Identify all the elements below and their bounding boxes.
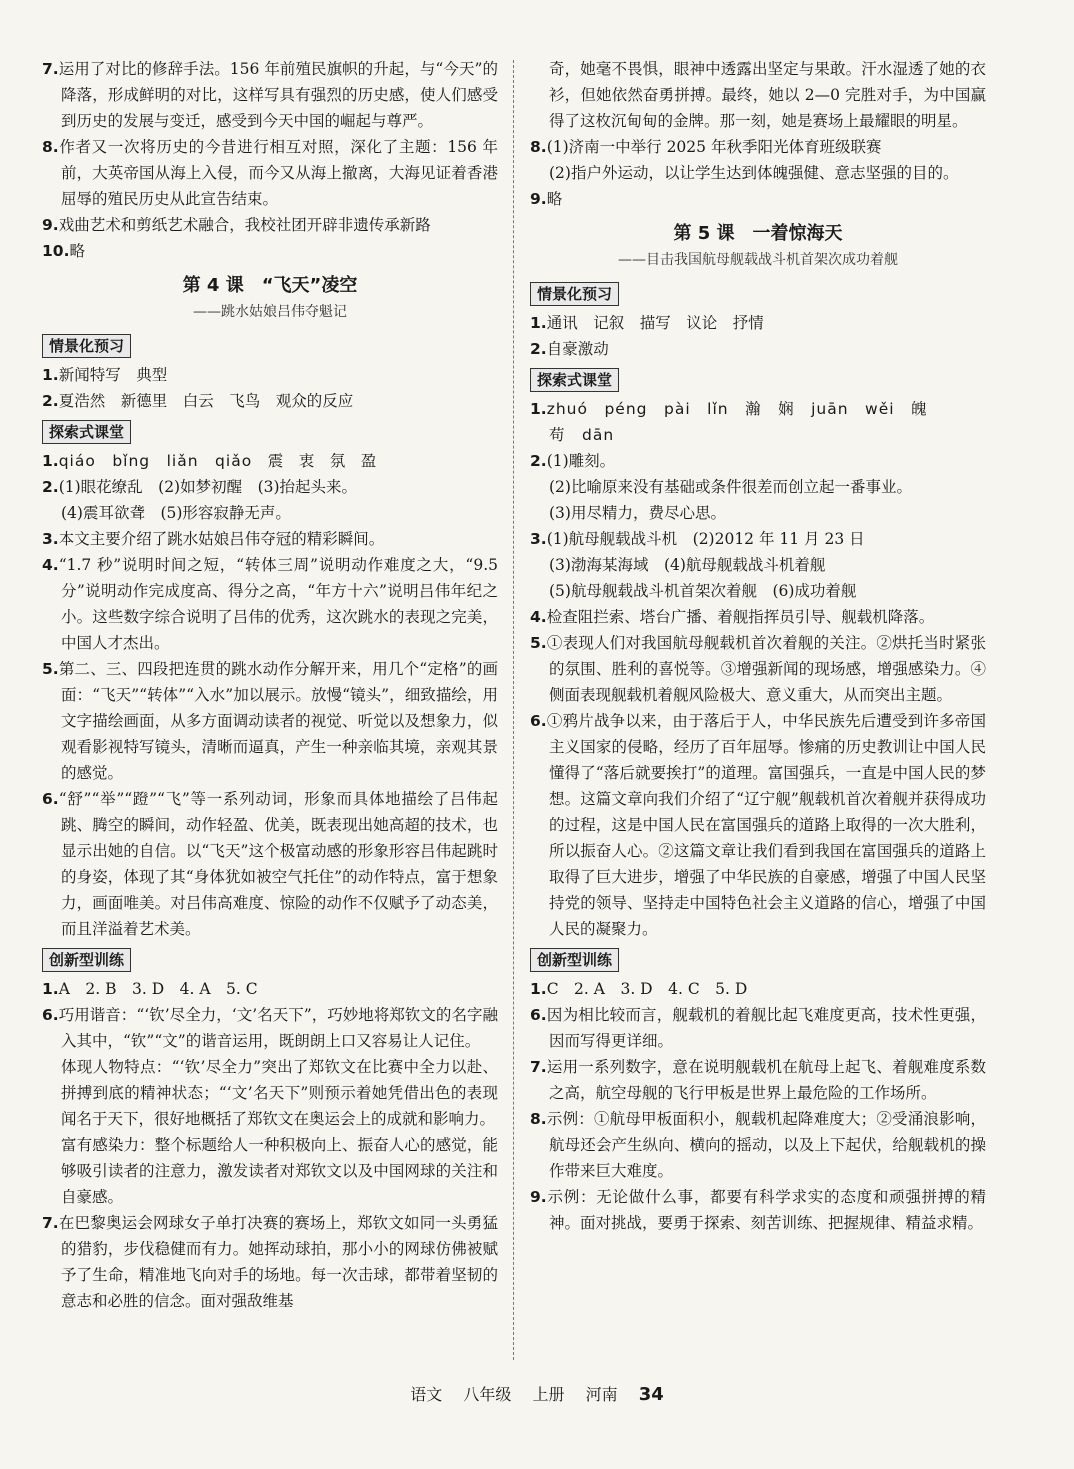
- lesson-4-subtitle: ——跳水姑娘吕伟夺魁记: [193, 304, 347, 320]
- answer-item: 1.通讯 记叙 描写 议论 抒情: [530, 314, 764, 332]
- lesson-4-title: 第 4 课 “飞天”凌空: [182, 275, 358, 296]
- answer-subline: (4)震耳欲聋 (5)形容寂静无声。: [61, 504, 291, 522]
- answer-item: 2.(1)眼花缭乱 (2)如梦初醒 (3)抬起头来。: [42, 478, 358, 496]
- answer-item: 6.巧用谐音：“‘钦’尽全力，‘文’名天下”，巧妙地将郑钦文的名字融入其中，“钦”“文”的谐音运用，既朗朗上口又容易让人记住。: [42, 1006, 498, 1050]
- answer-item: 1.新闻特写 典型: [42, 366, 168, 384]
- answer-item: 1.zhuó péng pài lǐn 瀚 娴 juān wěi 魄: [530, 400, 928, 418]
- answer-item: 3.本文主要介绍了跳水姑娘吕伟夺冠的精彩瞬间。: [42, 530, 385, 548]
- footer-volume: 上册: [532, 1385, 565, 1404]
- answer-item: 1.qiáo bǐng liǎn qiǎo 震 衷 氛 盈: [42, 452, 377, 470]
- answer-item: 9.示例：无论做什么事，都要有科学求实的态度和顽强拼搏的精神。面对挑战，要勇于探索、刻苦训练、把握规律、精益求精。: [530, 1188, 986, 1232]
- answer-item: 5.第二、三、四段把连贯的跳水动作分解开来，用几个“定格”的画面：“飞天”“转体”“入水”加以展示。放慢“镜头”，细致描绘，用文字描绘画面，从多方面调动读者的视觉、听觉以及想象力，似观看影视特写镜头，清晰而逼真，产生一种亲临其境，亲观其景的感觉。: [42, 660, 498, 782]
- section-label-preview: 情景化预习: [530, 282, 619, 306]
- answer-item: 9.略: [530, 190, 563, 208]
- left-column: [42, 56, 498, 1314]
- page-number: 34: [638, 1384, 664, 1405]
- left-top-items: [42, 56, 498, 264]
- answer-item: 5.①表现人们对我国航母舰载机首次着舰的关注。②烘托当时紧张的氛围、胜利的喜悦等。③增强新闻的现场感，增强感染力。④侧面表现舰载机着舰风险极大、意义重大，从而突出主题。: [530, 634, 986, 704]
- column-divider: [513, 60, 514, 1360]
- continued-text: 奇，她毫不畏惧，眼神中透露出坚定与果敢。汗水湿透了她的衣衫，但她依然奋勇拼搏。最终，她以 2—0 完胜对手，为中国赢得了这枚沉甸甸的金牌。那一刻，她是赛场上最耀眼的明星。: [549, 60, 986, 130]
- answer-item: 6.因为相比较而言，舰载机的着舰比起飞难度更高，技术性更强，因而写得更详细。: [530, 1006, 986, 1050]
- answer-subline: (2)指户外运动，以让学生达到体魄强健、意志坚强的目的。: [549, 164, 959, 182]
- section-label-classroom: 探索式课堂: [42, 420, 131, 444]
- answer-item: 9.戏曲艺术和剪纸艺术融合，我校社团开辟非遗传承新路: [42, 216, 431, 234]
- answer-item: 6.①鸦片战争以来，由于落后于人，中华民族先后遭受到许多帝国主义国家的侵略，经历了百年屈辱。惨痛的历史教训让中国人民懂得了“落后就要挨打”的道理。富国强兵，一直是中国人民的梦想。这篇文章向我们介绍了“辽宁舰”舰载机首次着舰并获得成功的过程，这是中国人民在富国强兵的道路上取得的一次大胜利，所以振奋人心。②这篇文章让我们看到我国在富国强兵的道路上取得了巨大进步，增强了中华民族的自豪感，增强了中国人民坚持党的领导、坚持走中国特色社会主义道路的信心，增强了中国人民的凝聚力。: [530, 712, 986, 938]
- answer-item: 2.(1)雕刻。: [530, 452, 616, 470]
- answer-item: 6.“舒”“举”“蹬”“飞”等一系列动词，形象而具体地描绘了吕伟起跳、腾空的瞬间，动作轻盈、优美，既表现出她高超的技术，也显示出她的自信。以“飞天”这个极富动感的形象形容吕伟起跳时的身姿，体现了其“身体犹如被空气托住”的动作特点，富于想象力，画面唯美。对吕伟高难度、惊险的动作不仅赋予了动态美，而且洋溢着艺术美。: [42, 790, 498, 938]
- right-column: [530, 56, 986, 1236]
- section-label-training: 创新型训练: [42, 948, 131, 972]
- answer-item: 4.“1.7 秒”说明时间之短，“转体三周”说明动作难度之大，“9.5 分”说明动作完成度高、得分之高，“年方十六”说明吕伟年纪之小。这些数字综合说明了吕伟的优秀，这次跳水的表现之完美，中国人才杰出。: [42, 556, 498, 652]
- answer-item: 2.夏浩然 新德里 白云 飞鸟 观众的反应: [42, 392, 354, 410]
- answer-subline: 苟 dān: [549, 426, 615, 444]
- answer-item: 8.作者又一次将历史的今昔进行相互对照，深化了主题：156 年前，大英帝国从海上入侵，而今又从海上撤离，大海见证着香港屈辱的殖民历史从此宣告结束。: [42, 138, 498, 208]
- answer-subline: (2)比喻原来没有基础或条件很差而创立起一番事业。: [549, 478, 912, 496]
- answer-item: 1.C 2. A 3. D 4. C 5. D: [530, 980, 748, 998]
- answer-subline: (3)用尽精力，费尽心思。: [549, 504, 726, 522]
- answer-item: 8.(1)济南一中举行 2025 年秋季阳光体育班级联赛: [530, 138, 882, 156]
- footer-region: 河南: [585, 1385, 618, 1404]
- section-label-training: 创新型训练: [530, 948, 619, 972]
- answer-item: 3.(1)航母舰载战斗机 (2)2012 年 11 月 23 日: [530, 530, 865, 548]
- answer-subline: 富有感染力：整个标题给人一种积极向上、振奋人心的感觉，能够吸引读者的注意力，激发读者对郑钦文以及中国网球的关注和自豪感。: [61, 1136, 498, 1206]
- answer-subline: (5)航母舰载战斗机首架次着舰 (6)成功着舰: [549, 582, 857, 600]
- answer-item: 7.运用了对比的修辞手法。156 年前殖民旗帜的升起，与“今天”的降落，形成鲜明的对比，这样写具有强烈的历史感，使人们感受到历史的发展与变迁，感受到今天中国的崛起与尊严。: [42, 60, 498, 130]
- answer-item: 10.略: [42, 242, 85, 260]
- page-footer: [0, 1382, 1074, 1405]
- footer-grade: 八年级: [463, 1385, 512, 1404]
- answer-subline: (3)渤海某海域 (4)航母舰载战斗机着舰: [549, 556, 826, 574]
- lesson-5-subtitle: ——目击我国航母舰载战斗机首架次成功着舰: [618, 252, 898, 268]
- answer-item: 7.运用一系列数字，意在说明舰载机在航母上起飞、着舰难度系数之高，航空母舰的飞行甲板是世界上最危险的工作场所。: [530, 1058, 986, 1102]
- answer-item: 2.自豪激动: [530, 340, 609, 358]
- footer-subject: 语文: [410, 1385, 443, 1404]
- answer-item: 4.检查阻拦索、塔台广播、着舰指挥员引导、舰载机降落。: [530, 608, 935, 626]
- answer-subline: 体现人物特点：“‘钦’尽全力”突出了郑钦文在比赛中全力以赴、拼搏到底的精神状态；“‘文’名天下”则预示着她凭借出色的表现闻名于天下，很好地概括了郑钦文在奥运会上的成就和影响力。: [61, 1058, 498, 1128]
- answer-item: 7.在巴黎奥运会网球女子单打决赛的赛场上，郑钦文如同一头勇猛的猎豹，步伐稳健而有力。她挥动球拍，那小小的网球仿佛被赋予了生命，精准地飞向对手的场地。每一次击球，都带着坚韧的意志和必胜的信念。面对强敌维基: [42, 1214, 498, 1310]
- answer-item: 8.示例：①航母甲板面积小，舰载机起降难度大；②受涌浪影响，航母还会产生纵向、横向的摇动，以及上下起伏，给舰载机的操作带来巨大难度。: [530, 1110, 986, 1180]
- section-label-classroom: 探索式课堂: [530, 368, 619, 392]
- lesson-5-title: 第 5 课 一着惊海天: [673, 223, 843, 244]
- answer-item: 1.A 2. B 3. D 4. A 5. C: [42, 980, 258, 998]
- section-label-preview: 情景化预习: [42, 334, 131, 358]
